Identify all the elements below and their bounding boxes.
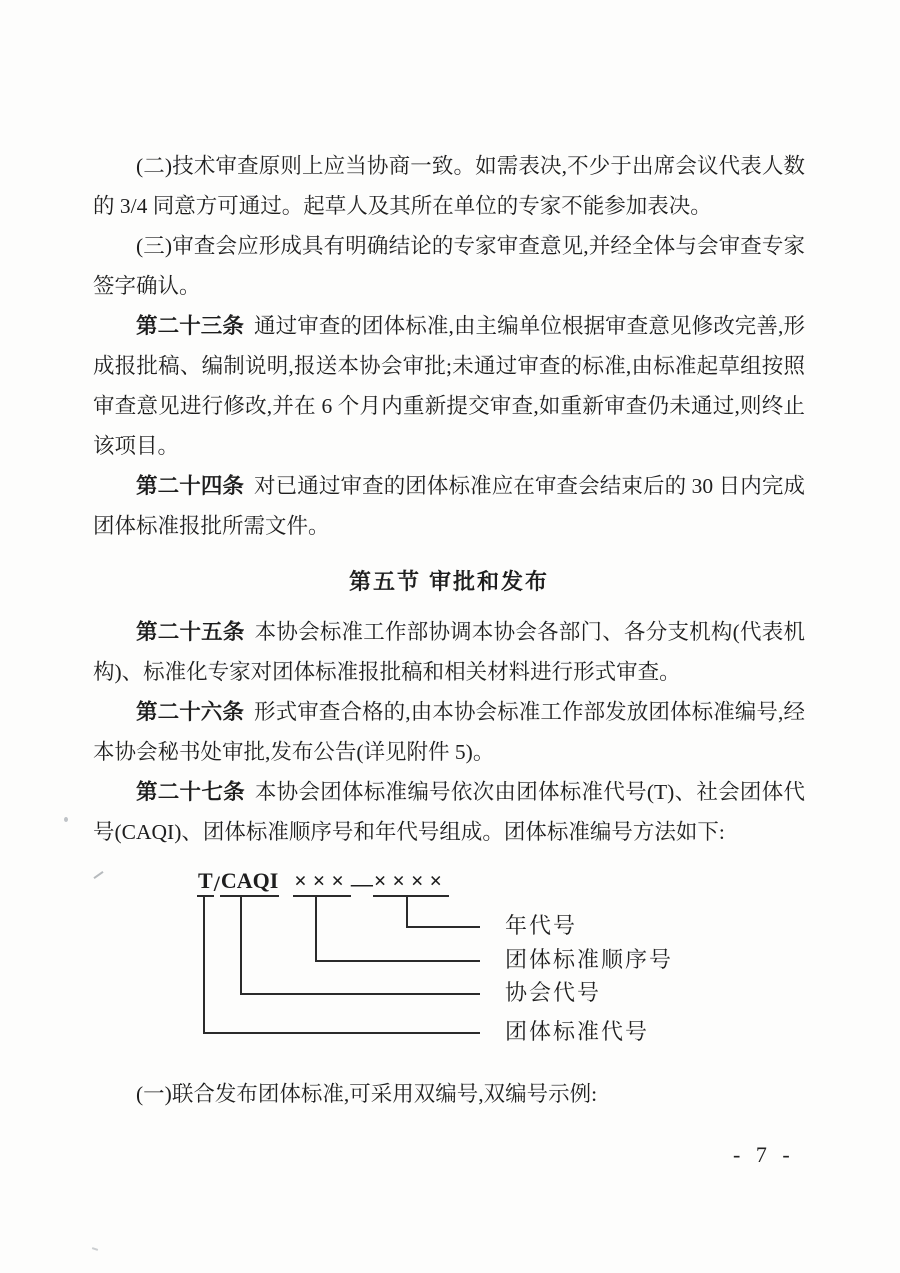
code-dash: — <box>350 871 373 896</box>
article-27-text: 本协会团体标准编号依次由团体标准代号(T)、社会团体代号(CAQI)、团体标准顺序号和年代号组成。团体标准编号方法如下: <box>93 780 805 844</box>
document-body <box>93 146 805 1114</box>
clause-item-1: (一)联合发布团体标准,可采用双编号,双编号示例: <box>136 1082 598 1106</box>
scan-artifact-dot <box>64 817 68 822</box>
article-23-number: 第二十三条 <box>136 314 245 338</box>
article-23-text: 通过审查的团体标准,由主编单位根据审查意见修改完善,形成报批稿、编制说明,报送本协会审批;未通过审查的标准,由标准起草组按照审查意见进行修改,并在 6 个月内重新提交审查,如重新审查仍未通过,则终止该项目。 <box>93 314 805 458</box>
article-25-number: 第二十五条 <box>136 620 245 644</box>
article-24-text: 对已通过审查的团体标准应在审查会结束后的 30 日内完成团体标准报批所需文件。 <box>93 474 805 538</box>
label-sequence-number: 团体标准顺序号 <box>505 947 674 972</box>
code-slash: / <box>213 871 220 896</box>
clause-item-2: (二)技术审查原则上应当协商一致。如需表决,不少于出席会议代表人数的 3/4 同意方可通过。起草人及其所在单位的专家不能参加表决。 <box>93 154 805 218</box>
article-26-number: 第二十六条 <box>136 700 245 724</box>
article-27-number: 第二十七条 <box>136 780 245 804</box>
article-23 <box>93 306 805 466</box>
label-year-code: 年代号 <box>505 913 578 938</box>
article-26-text: 形式审查合格的,由本协会标准工作部发放团体标准编号,经本协会秘书处审批,发布公告(详见附件 5)。 <box>93 700 805 764</box>
article-25-text: 本协会标准工作部协调本协会各部门、各分支机构(代表机构)、标准化专家对团体标准报批稿和相关材料进行形式审查。 <box>93 620 805 684</box>
standard-numbering-diagram <box>197 868 805 1064</box>
code-segment-year: ×××× <box>373 868 449 897</box>
article-25 <box>93 612 805 692</box>
article-24 <box>93 466 805 546</box>
label-association-code: 协会代号 <box>505 980 602 1005</box>
scan-artifact-speck <box>92 1247 98 1251</box>
code-segment-t: T <box>197 868 214 897</box>
article-27 <box>93 772 805 852</box>
connector-year-code <box>406 897 480 928</box>
label-group-standard-code: 团体标准代号 <box>505 1019 650 1044</box>
standard-code-example <box>197 868 449 897</box>
section-heading: 第五节 审批和发布 <box>348 569 550 594</box>
article-24-number: 第二十四条 <box>136 474 245 498</box>
code-segment-sequence: ××× <box>293 868 351 897</box>
article-26 <box>93 692 805 772</box>
code-segment-association: CAQI <box>220 868 279 897</box>
clause-item-3: (三)审查会应形成具有明确结论的专家审查意见,并经全体与会审查专家签字确认。 <box>93 234 805 298</box>
page-number: - 7 - <box>733 1142 795 1167</box>
